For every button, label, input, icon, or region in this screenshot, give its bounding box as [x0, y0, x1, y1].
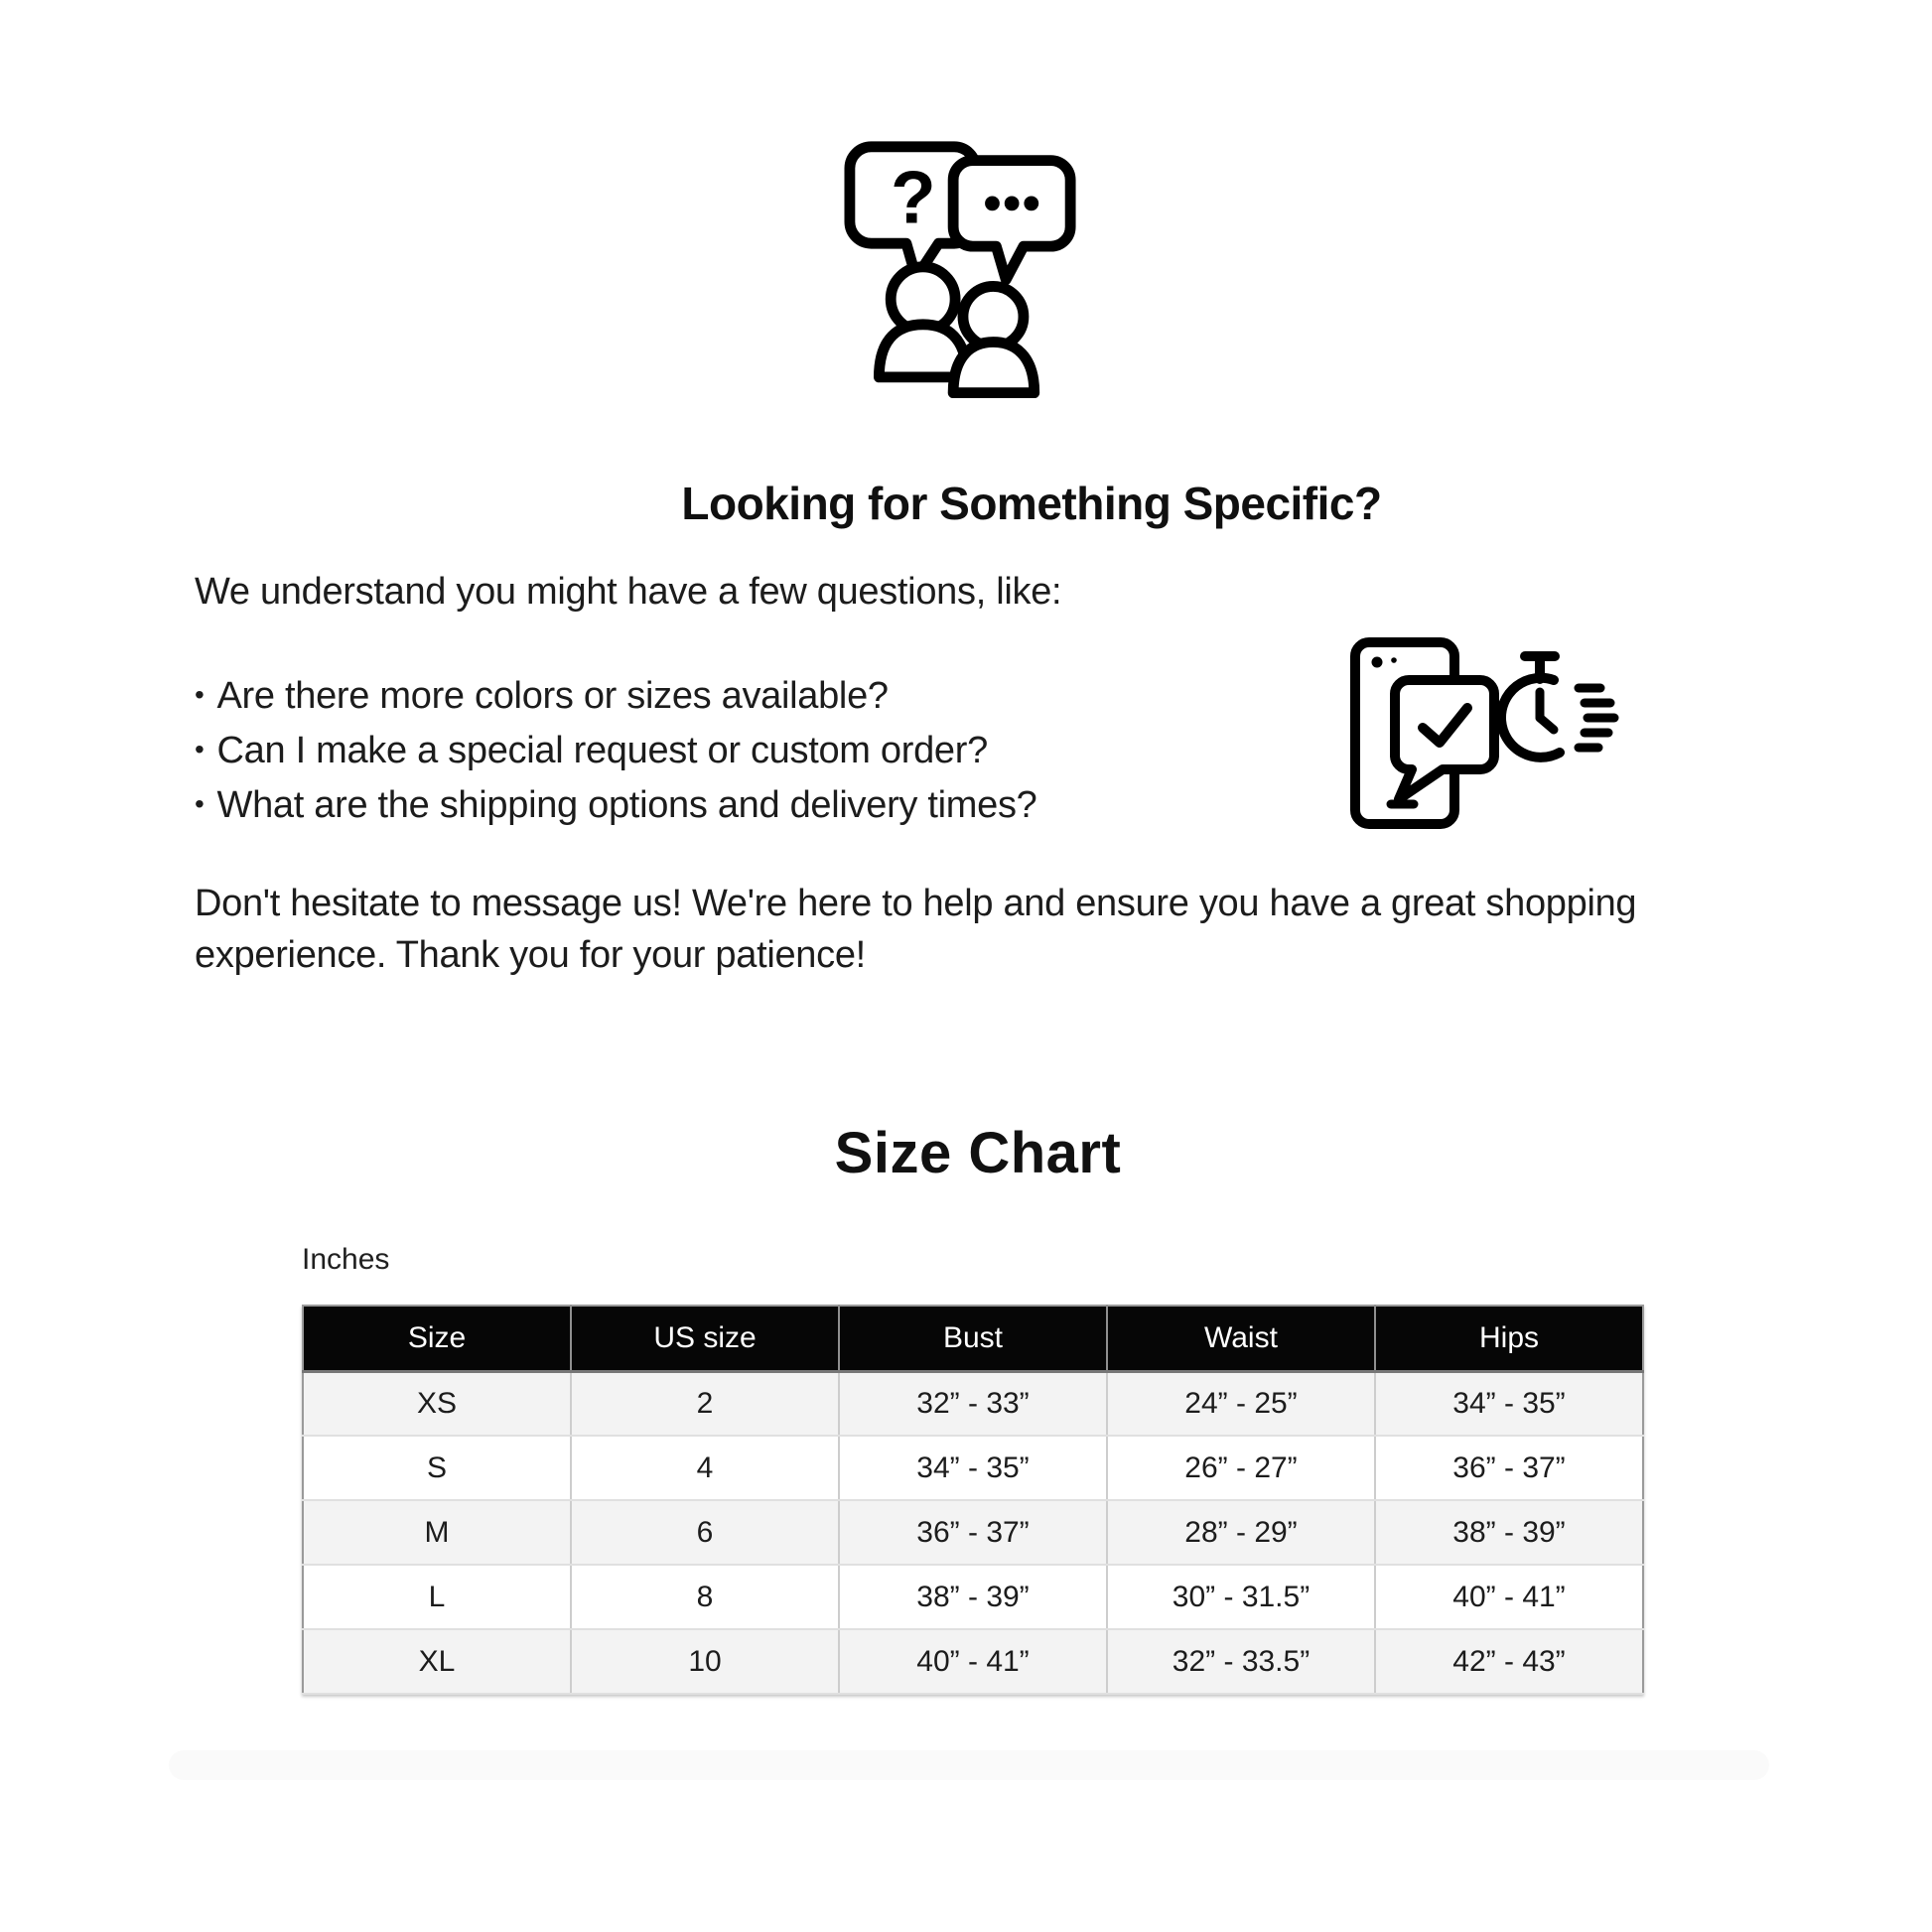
- size-cell: 40” - 41”: [839, 1629, 1107, 1694]
- phone-fast-reply-icon: [1346, 635, 1636, 830]
- bullet-glyph: •: [195, 734, 205, 764]
- table-row: [303, 1565, 1643, 1629]
- column-header: Size: [303, 1306, 571, 1371]
- closing-text: Don't hesitate to message us! We're here to help and ensure you have a great shopping experience. Thank you for your patience!: [195, 883, 1637, 976]
- size-cell: 32” - 33.5”: [1107, 1629, 1375, 1694]
- question-mark-glyph: ?: [890, 155, 936, 239]
- person-right-icon: [953, 286, 1035, 392]
- size-cell: 10: [571, 1629, 839, 1694]
- page-title: Looking for Something Specific?: [681, 478, 1382, 529]
- question-text: Can I make a special request or custom order?: [216, 730, 988, 771]
- dots-bubble: [953, 161, 1070, 280]
- question-item: [195, 668, 1037, 723]
- size-cell: L: [303, 1565, 571, 1629]
- stopwatch-icon: [1501, 656, 1560, 758]
- column-header: US size: [571, 1306, 839, 1371]
- question-item: [195, 777, 1037, 832]
- size-chart-header: [303, 1306, 1643, 1371]
- size-cell: 34” - 35”: [1375, 1371, 1643, 1436]
- people-chat-icon: [844, 137, 1078, 401]
- column-header: Waist: [1107, 1306, 1375, 1371]
- size-cell: 32” - 33”: [839, 1371, 1107, 1436]
- size-cell: 40” - 41”: [1375, 1565, 1643, 1629]
- size-cell: 28” - 29”: [1107, 1500, 1375, 1565]
- question-list: [195, 668, 1037, 832]
- size-cell: 36” - 37”: [839, 1500, 1107, 1565]
- size-cell: 26” - 27”: [1107, 1436, 1375, 1500]
- question-item: [195, 723, 1037, 777]
- units-label: Inches: [302, 1243, 390, 1276]
- intro-text: We understand you might have a few questions, like:: [195, 571, 1062, 613]
- question-text: What are the shipping options and delivery times?: [216, 784, 1037, 826]
- size-cell: 4: [571, 1436, 839, 1500]
- size-cell: 30” - 31.5”: [1107, 1565, 1375, 1629]
- faint-shadow: [169, 1750, 1769, 1780]
- size-cell: 6: [571, 1500, 839, 1565]
- size-chart-table: [302, 1305, 1644, 1695]
- question-text: Are there more colors or sizes available?: [216, 675, 889, 717]
- size-cell: S: [303, 1436, 571, 1500]
- table-row: [303, 1629, 1643, 1694]
- size-cell: 34” - 35”: [839, 1436, 1107, 1500]
- table-row: [303, 1500, 1643, 1565]
- size-cell: 42” - 43”: [1375, 1629, 1643, 1694]
- size-cell: 38” - 39”: [839, 1565, 1107, 1629]
- size-cell: 36” - 37”: [1375, 1436, 1643, 1500]
- size-cell: 24” - 25”: [1107, 1371, 1375, 1436]
- bullet-glyph: •: [195, 679, 205, 710]
- size-cell: 38” - 39”: [1375, 1500, 1643, 1565]
- header-row: [303, 1306, 1643, 1371]
- size-cell: M: [303, 1500, 571, 1565]
- bullet-glyph: •: [195, 788, 205, 819]
- column-header: Hips: [1375, 1306, 1643, 1371]
- size-cell: XL: [303, 1629, 571, 1694]
- typing-dots-icon: [985, 196, 1038, 210]
- table-row: [303, 1436, 1643, 1500]
- table-row: [303, 1371, 1643, 1436]
- person-left-icon: [879, 267, 967, 377]
- speed-lines-icon: [1579, 688, 1614, 748]
- column-header: Bust: [839, 1306, 1107, 1371]
- size-cell: XS: [303, 1371, 571, 1436]
- size-cell: 2: [571, 1371, 839, 1436]
- size-chart-title: Size Chart: [834, 1121, 1122, 1185]
- size-cell: 8: [571, 1565, 839, 1629]
